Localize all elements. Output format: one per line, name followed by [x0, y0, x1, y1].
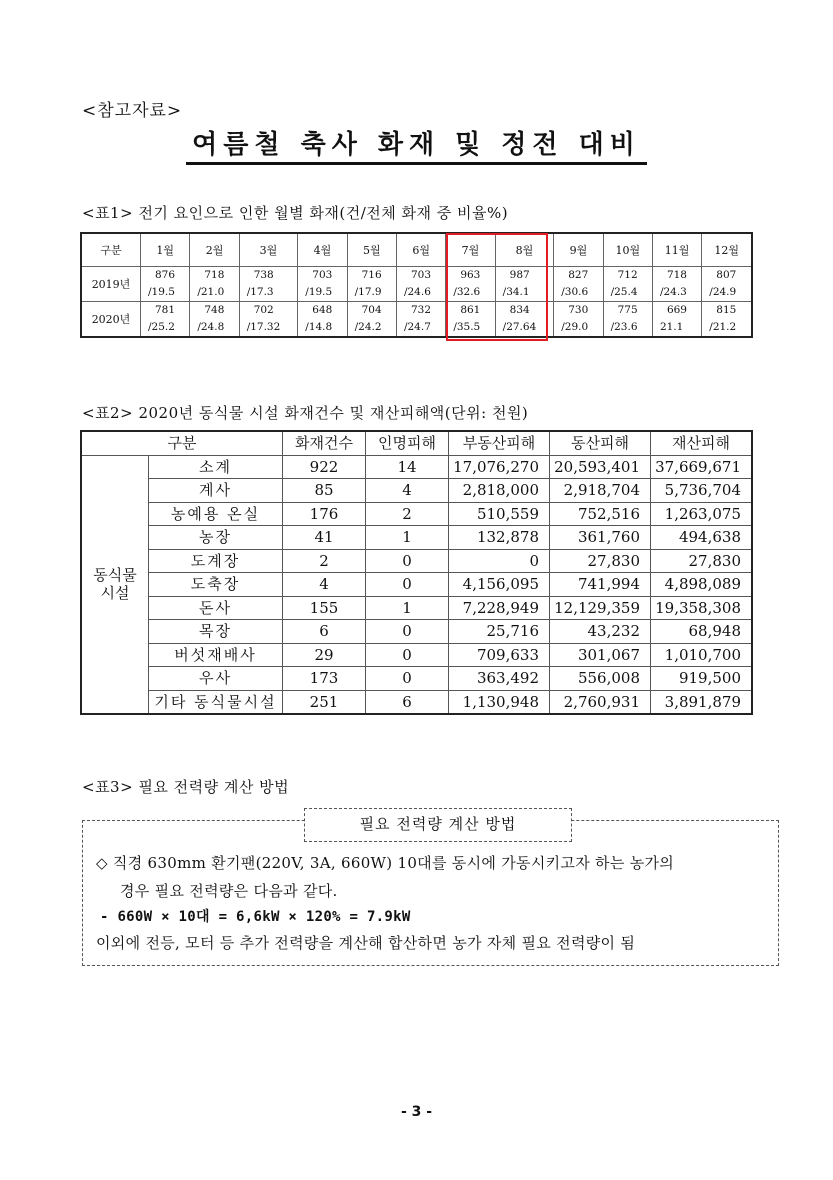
facility-name: 버섯재배사: [149, 643, 283, 667]
fire-count: 716: [347, 267, 396, 285]
fire-count: 876: [141, 267, 190, 285]
fire-ratio: /14.8: [298, 319, 347, 337]
fire-ratio: /34.1: [495, 284, 554, 302]
total-damage: 27,830: [651, 549, 753, 573]
fire-ratio: /24.2: [347, 319, 396, 337]
fire-count: 718: [190, 267, 239, 285]
fire-count: 815: [702, 302, 752, 320]
total-damage: 3,891,879: [651, 690, 753, 714]
fire-count: 987: [495, 267, 554, 285]
casualty-count: 0: [366, 667, 449, 691]
realty-damage: 7,228,949: [449, 596, 550, 620]
table2-header: 동산피해: [550, 431, 651, 455]
realty-damage: 25,716: [449, 620, 550, 644]
fire-ratio: /17.32: [239, 319, 298, 337]
table1-caption: <표1> 전기 요인으로 인한 월별 화재(건/전체 화재 중 비율%): [82, 204, 509, 222]
fire-ratio: /29.0: [554, 319, 603, 337]
casualty-count: 2: [366, 502, 449, 526]
table1-header-row: [81, 233, 752, 267]
calculation-box-title: 필요 전력량 계산 방법: [304, 808, 572, 842]
month-header: 11월: [652, 233, 701, 267]
realty-damage: 132,878: [449, 526, 550, 550]
realty-damage: 4,156,095: [449, 573, 550, 597]
movable-damage: 301,067: [550, 643, 651, 667]
fire-count: 85: [283, 479, 366, 503]
table2-header: 화재건수: [283, 431, 366, 455]
fire-ratio: /24.9: [702, 284, 752, 302]
table2-row: [81, 549, 752, 573]
movable-damage: 741,994: [550, 573, 651, 597]
table2-row: [81, 643, 752, 667]
movable-damage: 2,760,931: [550, 690, 651, 714]
facility-group-label: [81, 455, 149, 714]
year-label: 2020년: [81, 302, 141, 338]
fire-count: 4: [283, 573, 366, 597]
calc-line-1: ◇ 직경 630mm 환기팬(220V, 3A, 660W) 10대를 동시에 가동시키고자 하는 농가의: [96, 854, 675, 872]
fire-count: 834: [495, 302, 554, 320]
fire-count: 781: [141, 302, 190, 320]
page-title: [0, 124, 833, 161]
fire-count: 2: [283, 549, 366, 573]
movable-damage: 27,830: [550, 549, 651, 573]
realty-damage: 17,076,270: [449, 455, 550, 479]
month-header: 7월: [446, 233, 495, 267]
fire-count: 703: [298, 267, 347, 285]
facility-name: 농장: [149, 526, 283, 550]
fire-ratio: /32.6: [446, 284, 495, 302]
table2-header-row: [81, 431, 752, 455]
table2-row: [81, 667, 752, 691]
fire-ratio: /25.4: [603, 284, 652, 302]
table2-header: 구분: [81, 431, 283, 455]
fire-ratio: /30.6: [554, 284, 603, 302]
fire-ratio: /19.5: [141, 284, 190, 302]
total-damage: 37,669,671: [651, 455, 753, 479]
fire-count: 827: [554, 267, 603, 285]
month-header: 1월: [141, 233, 190, 267]
table2-row: [81, 502, 752, 526]
month-header: 2월: [190, 233, 239, 267]
table3-caption: <표3> 필요 전력량 계산 방법: [82, 778, 290, 796]
facility-name: 우사: [149, 667, 283, 691]
fire-count: 251: [283, 690, 366, 714]
year-label: 2019년: [81, 267, 141, 302]
table2-row: [81, 479, 752, 503]
facility-name: 도축장: [149, 573, 283, 597]
total-damage: 1,010,700: [651, 643, 753, 667]
casualty-count: 1: [366, 596, 449, 620]
fire-ratio: /25.2: [141, 319, 190, 337]
fire-count: 6: [283, 620, 366, 644]
table1-ratio-row: [81, 319, 752, 337]
fire-count: 748: [190, 302, 239, 320]
total-damage: 5,736,704: [651, 479, 753, 503]
realty-damage: 709,633: [449, 643, 550, 667]
realty-damage: 0: [449, 549, 550, 573]
table2-header: 부동산피해: [449, 431, 550, 455]
total-damage: 19,358,308: [651, 596, 753, 620]
monthly-fire-table: [80, 232, 753, 338]
casualty-count: 4: [366, 479, 449, 503]
month-header: 5월: [347, 233, 396, 267]
realty-damage: 2,818,000: [449, 479, 550, 503]
fire-count: 29: [283, 643, 366, 667]
group-label-line2: 시설: [100, 584, 130, 603]
facility-damage-table: [80, 430, 753, 715]
reference-label: <참고자료>: [82, 101, 183, 121]
fire-ratio: /24.6: [396, 284, 445, 302]
facility-name: 도계장: [149, 549, 283, 573]
table2-row: [81, 690, 752, 714]
table2-caption: <표2> 2020년 동식물 시설 화재건수 및 재산피해액(단위: 천원): [82, 404, 529, 422]
total-damage: 494,638: [651, 526, 753, 550]
table2-header: 재산피해: [651, 431, 753, 455]
calc-line-4: 이외에 전등, 모터 등 추가 전력량을 계산해 합산하면 농가 자체 필요 전력량이 됨: [96, 934, 636, 952]
fire-count: 861: [446, 302, 495, 320]
fire-count: 730: [554, 302, 603, 320]
fire-ratio: /23.6: [603, 319, 652, 337]
casualty-count: 0: [366, 549, 449, 573]
casualty-count: 1: [366, 526, 449, 550]
group-label-line1: 동식물: [93, 566, 137, 585]
month-header: 9월: [554, 233, 603, 267]
page-number: - 3 -: [400, 1104, 433, 1120]
movable-damage: 20,593,401: [550, 455, 651, 479]
casualty-count: 0: [366, 643, 449, 667]
table2-row: [81, 573, 752, 597]
fire-count: 732: [396, 302, 445, 320]
month-header: 3월: [239, 233, 298, 267]
fire-ratio: 21.1: [652, 319, 701, 337]
casualty-count: 14: [366, 455, 449, 479]
fire-count: 775: [603, 302, 652, 320]
fire-count: 669: [652, 302, 701, 320]
casualty-count: 0: [366, 620, 449, 644]
fire-count: 963: [446, 267, 495, 285]
fire-ratio: /21.0: [190, 284, 239, 302]
fire-ratio: /17.3: [239, 284, 298, 302]
movable-damage: 43,232: [550, 620, 651, 644]
month-header: 4월: [298, 233, 347, 267]
table2-row: [81, 455, 752, 479]
movable-damage: 12,129,359: [550, 596, 651, 620]
table2-header: 인명피해: [366, 431, 449, 455]
total-damage: 4,898,089: [651, 573, 753, 597]
calc-line-2: 경우 필요 전력량은 다음과 같다.: [120, 882, 338, 900]
fire-ratio: /24.7: [396, 319, 445, 337]
table2-row: [81, 620, 752, 644]
facility-name: 돈사: [149, 596, 283, 620]
fire-count: 41: [283, 526, 366, 550]
fire-count: 704: [347, 302, 396, 320]
fire-ratio: /35.5: [446, 319, 495, 337]
fire-ratio: /27.64: [495, 319, 554, 337]
fire-ratio: /21.2: [702, 319, 752, 337]
month-header: 8월: [495, 233, 554, 267]
facility-name: 계사: [149, 479, 283, 503]
table2-row: [81, 596, 752, 620]
realty-damage: 1,130,948: [449, 690, 550, 714]
realty-damage: 510,559: [449, 502, 550, 526]
facility-name: 목장: [149, 620, 283, 644]
fire-count: 155: [283, 596, 366, 620]
month-header: 10월: [603, 233, 652, 267]
fire-count: 176: [283, 502, 366, 526]
movable-damage: 2,918,704: [550, 479, 651, 503]
movable-damage: 361,760: [550, 526, 651, 550]
table1-ratio-row: [81, 284, 752, 302]
facility-name: 농예용 온실: [149, 502, 283, 526]
calc-formula: - 660W × 10대 = 6,6kW × 120% = 7.9kW: [100, 909, 411, 925]
month-header: 6월: [396, 233, 445, 267]
fire-ratio: /24.8: [190, 319, 239, 337]
total-damage: 1,263,075: [651, 502, 753, 526]
table1-count-row: [81, 267, 752, 285]
fire-count: 712: [603, 267, 652, 285]
movable-damage: 752,516: [550, 502, 651, 526]
fire-count: 703: [396, 267, 445, 285]
fire-ratio: /19.5: [298, 284, 347, 302]
fire-count: 173: [283, 667, 366, 691]
movable-damage: 556,008: [550, 667, 651, 691]
fire-ratio: /17.9: [347, 284, 396, 302]
month-header: 12월: [702, 233, 752, 267]
fire-count: 648: [298, 302, 347, 320]
total-damage: 68,948: [651, 620, 753, 644]
fire-ratio: /24.3: [652, 284, 701, 302]
fire-count: 702: [239, 302, 298, 320]
fire-count: 738: [239, 267, 298, 285]
casualty-count: 0: [366, 573, 449, 597]
fire-count: 807: [702, 267, 752, 285]
page-title-text: 여름철 축사 화재 및 정전 대비: [186, 130, 647, 165]
table1-count-row: [81, 302, 752, 320]
facility-name: 기타 동식물시설: [149, 690, 283, 714]
fire-count: 922: [283, 455, 366, 479]
total-damage: 919,500: [651, 667, 753, 691]
facility-name: 소계: [149, 455, 283, 479]
realty-damage: 363,492: [449, 667, 550, 691]
casualty-count: 6: [366, 690, 449, 714]
fire-count: 718: [652, 267, 701, 285]
table2-row: [81, 526, 752, 550]
table1-header-label: 구분: [81, 233, 141, 267]
